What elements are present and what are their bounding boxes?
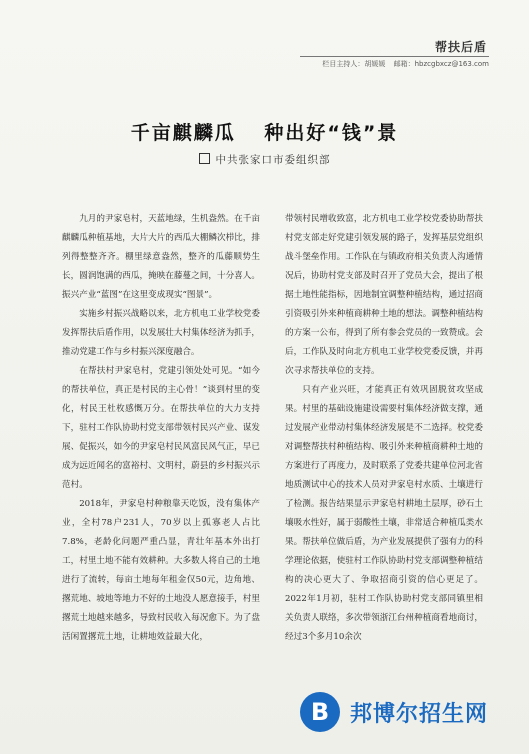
- right-column: [285, 210, 483, 647]
- paragraph: 实施乡村振兴战略以来，北方机电工业学校党委发挥帮扶后盾作用，以发展壮大村集体经济为抓手，推动党建工作与乡村振兴深度融合。: [62, 309, 260, 357]
- paragraph: 只有产业兴旺，才能真正有效巩固脱贫攻坚成果。村里的基础设施建设需要村集体经济做支撑，通过发展产业带动村集体经济发展是不二选择。校党委对调整帮扶村种植结构、吸引外来种植商耕种土地的方案进行了再度力，及时联系了党委共建单位河北省地质测试中心的技术人员对尹家皂村水质、土壤进行了检测。报告结果显示尹家皂村耕地土层厚，砂石土壤吸水性好，属于弱酸性土壤，非常适合种植瓜类水果。帮扶单位做后盾，为产业发展提供了强有力的科学理论依据，使驻村工作队协助村党支部调整种植结构的决心更大了、争取招商引资的信心更足了。2022年1月初，驻村工作队协助村党支部同镇里相关负责人联络，多次带领浙江台州种植商看地商讨，经过3个多月10余次: [285, 385, 483, 642]
- paragraph: 带领村民增收致富，北方机电工业学校党委协助帮扶村党支部走好党建引领发展的路子，发挥基层党组织战斗堡垒作用。工作队在与镇政府相关负责人沟通情况后，协助村党支部及时召开了党员大会，提出了根据土地性能指标，因地制宜调整种植结构，通过招商引资吸引外来种植商耕种土地的想法。调整种植结构的方案一公布，得到了所有参会党员的一致赞成。会后，工作队及时向北方机电工业学校党委反馈，并再次寻求帮扶单位的支持。: [285, 214, 483, 376]
- watermark-text: 邦博尔招生网: [350, 701, 489, 727]
- title-part-1: 千亩麒麟瓜: [130, 122, 236, 144]
- email-label: 邮箱：hbzcgbxcz@163.com: [393, 60, 489, 68]
- paragraph: 2018年，尹家皂村种粮靠天吃饭，没有集体产业，全村78户231人，70岁以上孤寡老人占比7.8%，老龄化问题严重凸显，青壮年基本外出打工，村里土地不能有效耕种。大多数人将自己的土地进行了流转，每亩土地每年租金仅50元，边角地、撂荒地、坡地等地力不好的土地没人愿意接手，村里撂荒土地越来越多，导致村民收入每况愈下。为了盘活闲置撂荒土地，让耕地效益最大化，: [62, 499, 260, 642]
- paragraph: 在帮扶村尹家皂村，党建引领处处可见。“如今的帮扶单位，真正是村民的主心骨！”谈到村里的变化，村民王杜枚感慨万分。在帮扶单位的大力支持下，驻村工作队协助村党支部带领村民兴产业、谋发展、促振兴，如今的尹家皂村民风富民风气正，早已成为远近闻名的富裕村、文明村，蔚县的乡村振兴示范村。: [62, 366, 260, 490]
- header-meta: [316, 59, 489, 69]
- paragraph: 九月的尹家皂村，天蓝地绿，生机盎然。在千亩麒麟瓜种植基地，大片大片的西瓜大棚鳞次栉比，排列得整整齐齐。棚里绿意盎然，整齐的瓜藤顺势生长，圆润饱满的西瓜，掩映在藤蔓之间，十分喜人。振兴产业“蓝图”在这里变成现实“图景”。: [62, 214, 260, 300]
- header-divider: [300, 56, 489, 57]
- watermark: [300, 690, 520, 734]
- watermark-logo-icon: B: [300, 692, 340, 732]
- byline-box-icon: [199, 153, 210, 164]
- section-title: 帮扶后盾: [434, 40, 487, 54]
- left-column: [62, 210, 260, 647]
- byline-text: 中共张家口市委组织部: [215, 154, 331, 166]
- editor-label: 栏目主持人：胡媛媛: [322, 60, 386, 68]
- byline: [0, 152, 529, 167]
- title-part-2: 种出好“钱”景: [264, 122, 399, 144]
- article-title: [0, 118, 529, 145]
